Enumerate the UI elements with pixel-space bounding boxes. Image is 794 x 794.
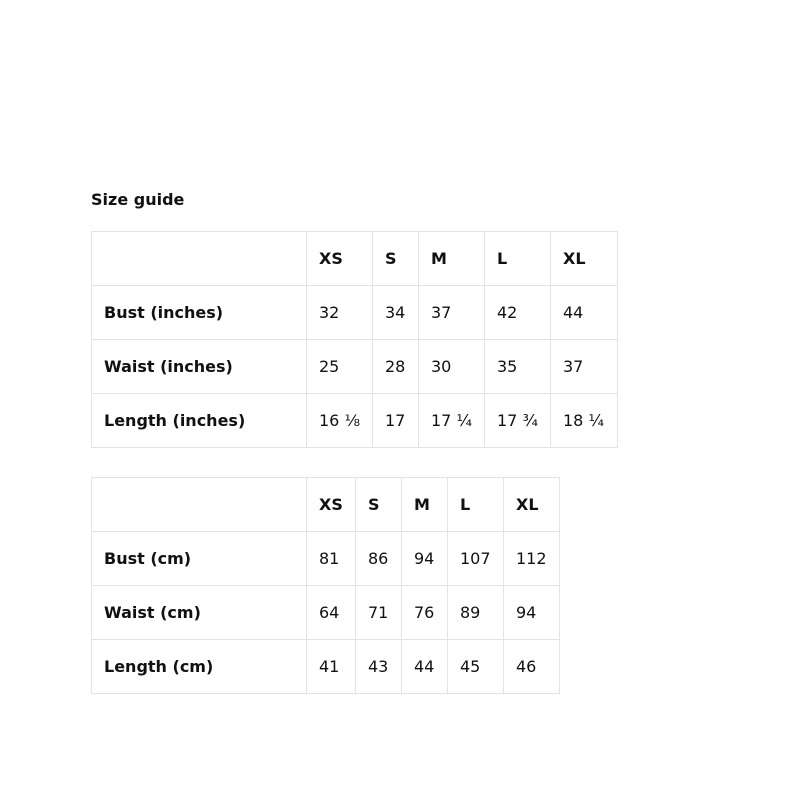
table-cell: 37 — [419, 286, 485, 340]
header-cell-m: M — [419, 232, 485, 286]
table-cell: 94 — [504, 586, 560, 640]
table-cell: 43 — [356, 640, 402, 694]
table-cell: 45 — [448, 640, 504, 694]
table-cell: 18 ¼ — [551, 394, 618, 448]
table-cell: 64 — [307, 586, 356, 640]
table-cell: 25 — [307, 340, 373, 394]
header-cell-empty — [92, 478, 307, 532]
table-cell: 44 — [402, 640, 448, 694]
row-label: Length (inches) — [92, 394, 307, 448]
row-label: Length (cm) — [92, 640, 307, 694]
page-title: Size guide — [91, 190, 185, 209]
table-cell: 86 — [356, 532, 402, 586]
table-cell: 81 — [307, 532, 356, 586]
table-cell: 44 — [551, 286, 618, 340]
header-cell-m: M — [402, 478, 448, 532]
row-label: Bust (cm) — [92, 532, 307, 586]
table-cell: 16 ⅛ — [307, 394, 373, 448]
table-cell: 71 — [356, 586, 402, 640]
table-row — [92, 586, 560, 640]
table-cell: 89 — [448, 586, 504, 640]
header-cell-xl: XL — [504, 478, 560, 532]
table-row — [92, 394, 618, 448]
table-cell: 30 — [419, 340, 485, 394]
row-label: Bust (inches) — [92, 286, 307, 340]
header-cell-s: S — [356, 478, 402, 532]
header-cell-xs: XS — [307, 478, 356, 532]
header-cell-l: L — [485, 232, 551, 286]
header-row — [92, 232, 618, 286]
header-cell-s: S — [373, 232, 419, 286]
header-cell-empty — [92, 232, 307, 286]
table-cell: 76 — [402, 586, 448, 640]
table-cell: 37 — [551, 340, 618, 394]
table-row — [92, 340, 618, 394]
row-label: Waist (inches) — [92, 340, 307, 394]
header-cell-xs: XS — [307, 232, 373, 286]
size-table-inches — [91, 231, 618, 448]
row-label: Waist (cm) — [92, 586, 307, 640]
table-cell: 112 — [504, 532, 560, 586]
table-cell: 35 — [485, 340, 551, 394]
table-cell: 46 — [504, 640, 560, 694]
header-row — [92, 478, 560, 532]
size-table-cm — [91, 477, 560, 694]
table-row — [92, 640, 560, 694]
table-cell: 42 — [485, 286, 551, 340]
table-row — [92, 286, 618, 340]
table-cell: 94 — [402, 532, 448, 586]
table-cell: 17 ¼ — [419, 394, 485, 448]
table-row — [92, 532, 560, 586]
table-cell: 17 — [373, 394, 419, 448]
header-cell-xl: XL — [551, 232, 618, 286]
table-cell: 34 — [373, 286, 419, 340]
table-cell: 107 — [448, 532, 504, 586]
table-cell: 28 — [373, 340, 419, 394]
table-cell: 17 ¾ — [485, 394, 551, 448]
table-cell: 41 — [307, 640, 356, 694]
table-cell: 32 — [307, 286, 373, 340]
header-cell-l: L — [448, 478, 504, 532]
